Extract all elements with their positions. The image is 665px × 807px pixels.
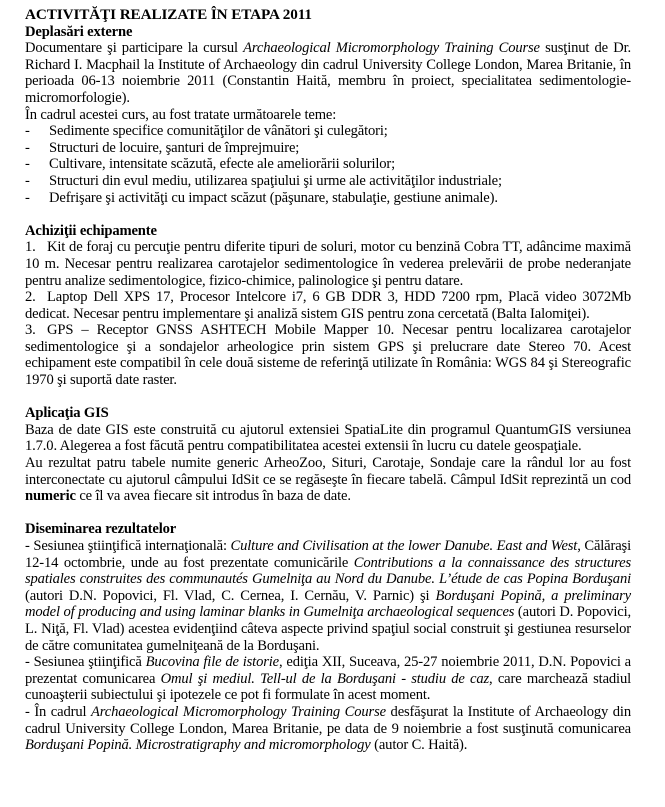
text-run: Au rezultat patru tabele numite generic ArheoZoo, Situri, Carotaje, Sondaje care la rândul lor au fost interconectate cu ajutorul câmpului IdSit ce se regăseşte în fiecare tabelă. Câmpul IdSit reprezintă un cod [25,455,631,488]
text-run: , Călăraşi 12-14 octombrie, unde au fost prezentate comunicările [25,538,631,571]
text-run: - Sesiunea ştiinţifică internaţională: [25,538,231,554]
list-item [25,123,631,140]
italic-run: Borduşani Popină. Microstratigraphy and micromorphology [25,737,371,754]
item-text: Kit de foraj cu percuţie pentru diferite tipuri de soluri, motor cu benzină Cobra TT, adâncime maximă 10 m. Necesar pentru realizarea carotajelor sedimentologice în vederea prelevării de probe nederanjate pentru analize sedimentologice, fizico-chimice, palinologice şi pentru datare. [25,239,631,289]
deplasari-paragraph [25,40,631,106]
text-run: - În cadrul [25,703,91,720]
section-heading-deplasari: Deplasări externe [25,23,133,40]
item-number: 1. [25,239,36,256]
topics-list [25,123,631,206]
text-run: , care marchează stadiul cunoaşterii subiectului şi ipotezele ce pot fi formulate în acest moment. [25,670,631,704]
italic-run: Culture and Civilisation at the lower Danube. East and West [230,538,578,554]
list-item [25,140,631,157]
list-item-text: Sedimente specifice comunităţilor de vânători şi culegători; [49,123,388,140]
italic-run: Omul şi mediul. Tell-ul de la Borduşani - studiu de caz [160,670,490,687]
list-item-text: Cultivare, intensitate scăzută, efecte ale ameliorării solurilor; [49,156,396,173]
dash-marker: - [25,172,30,189]
document-title: ACTIVITĂŢI REALIZATE ÎN ETAPA 2011 [25,6,312,23]
text-run: desfăşurat la Institute of Archaeology din cadrul University College London, Marea Britanie, pe data de 9 noiembrie a fost susţinută comunicarea [25,703,631,737]
dash-marker: - [25,156,30,173]
italic-run: Bucovina file de istorie [145,654,279,671]
list-item [25,173,631,190]
text-run: , ediţia XII, Suceava, 25-27 noiembrie 2011, D.N. Popovici a prezentat comunicarea [25,654,631,687]
numbered-item [25,289,631,322]
text-run: ce îl va avea fiecare sit introdus în baza de date. [75,488,351,505]
text-run: susţinut de Dr. Richard I. Macphail la Institute of Archaeology din cadrul University College London, Marea Britanie, în perioada 06-13 noiembrie 2011 (Constantin Haită, membru în proiect, specialitatea sedimentologie-micromorfologie). [25,40,631,106]
list-item-text: Structuri din evul mediu, utilizarea spaţiului şi urme ale activităţilor industriale; [49,172,502,189]
list-item-text: Structuri de locuire, şanturi de împrejmuire; [49,139,300,156]
italic-run: Contributions a la connaissance des structures spatiales construites des communautés Gumelniţa au Nord du Danube. L’étude de cas Popina Borduşani [25,554,631,588]
section-heading-achizitii: Achiziţii echipamente [25,222,157,239]
numbered-item [25,322,631,388]
diseminare-paragraph-2 [25,654,631,704]
dash-marker: - [25,139,30,156]
gis-paragraph-1: Baza de date GIS este construită cu ajutorul extensiei SpatiaLite din programul QuantumGIS versiunea 1.7.0. Alegerea a fost făcută pentru compatibilitatea acestei extensii în lucru cu datele geospaţiale. [25,421,631,455]
list-item [25,190,631,207]
dash-marker: - [25,189,30,206]
item-number: 2. [25,289,36,306]
section-heading-gis: Aplicaţia GIS [25,405,109,422]
italic-run: Borduşani Popină, a preliminary model of producing and using laminar blanks in Gumelniţa archaeological sequences [25,587,631,621]
text-run: Documentare şi participare la cursul [25,40,244,57]
text-run: (autor C. Haită). [370,737,468,754]
section-heading-diseminare: Diseminarea rezultatelor [25,521,177,538]
diseminare-paragraph-1 [25,538,631,654]
item-text: GPS – Receptor GNSS ASHTECH Mobile Mapper 10. Necesar pentru localizarea carotajelor sedimentologice şi a sondajelor arheologice prin sistem GPS şi prelucrare date Stereo 70. Acest echipament este compatibil în cele două sisteme de referinţă utilizate în România: WGS 84 şi Stereografic 1970 şi suportă date raster. [25,322,631,389]
text-run: - Sesiunea ştiinţifică [25,654,146,671]
course-title-italic: Archaeological Micromorphology Training Course [243,40,540,57]
list-item [25,156,631,173]
document-page [25,7,631,754]
spacer [25,389,631,406]
deplasari-intro: În cadrul acestei curs, au fost tratate următoarele teme: [25,106,337,123]
spacer [25,505,631,522]
dash-marker: - [25,123,30,140]
text-run: (autori D. Popovici, L. Niţă, Fl. Vlad) acestea evidenţiind câteva aspecte privind spaţiul social construit şi gestiunea resurselor de către comunitatea gumelniţeană de la Borduşani. [25,604,631,654]
italic-run: Archaeological Micromorphology Training Course [90,703,386,720]
numbered-item [25,239,631,289]
diseminare-paragraph-3 [25,704,631,754]
text-run: (autori D.N. Popovici, Fl. Vlad, C. Cernea, I. Cernău, V. Parnic) şi [25,587,436,604]
spacer [25,206,631,223]
gis-paragraph-2 [25,455,631,505]
item-text: Laptop Dell XPS 17, Procesor Intelcore i7, 6 GB DDR 3, HDD 7200 rpm, Placă video 3072Mb dedicat. Necesar pentru implementare şi analiză sistem GIS pentru zona cercetată (Balta Ialomiţei). [25,289,631,322]
bold-term: numeric [25,488,76,505]
item-number: 3. [25,322,36,339]
list-item-text: Defrişare şi activităţi cu impact scăzut (păşunare, stabulaţie, gestiune animale). [49,189,498,206]
